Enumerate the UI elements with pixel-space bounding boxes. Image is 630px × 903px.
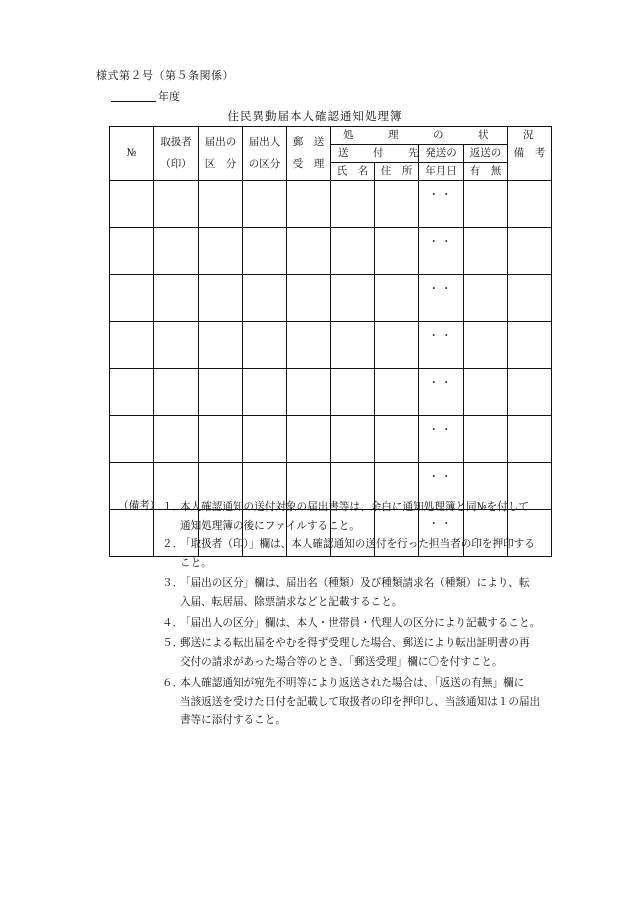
table-row — [110, 416, 552, 463]
cell-returned[interactable] — [464, 275, 508, 322]
cell-remarks[interactable] — [508, 322, 552, 369]
cell-sent-date[interactable]: ・・ — [419, 228, 464, 275]
cell-returned[interactable] — [464, 228, 508, 275]
cell-no[interactable] — [110, 275, 154, 322]
note-item: ３． 「届出の区分」欄は、届出名（種類）及び種類請求名（種類）により、転 入届、転居届、除票請求などと記載すること。 — [162, 577, 530, 608]
cell-name[interactable] — [331, 228, 375, 275]
col-header-sent-date-bottom: 年月日 — [419, 163, 464, 181]
cell-handler[interactable] — [154, 416, 199, 463]
page-title: 住民異動届本人確認通知処理簿 — [227, 109, 403, 123]
cell-notifier-type[interactable] — [243, 181, 287, 228]
cell-sent-date[interactable]: ・・ — [419, 369, 464, 416]
cell-address[interactable] — [375, 416, 419, 463]
cell-notifier-type[interactable] — [243, 416, 287, 463]
cell-remarks[interactable] — [508, 275, 552, 322]
cell-notifier-type[interactable] — [243, 228, 287, 275]
col-header-notifier-type: 届出人 の区分 — [243, 127, 287, 181]
cell-no[interactable] — [110, 228, 154, 275]
cell-mail-receipt[interactable] — [287, 369, 331, 416]
cell-sent-date[interactable]: ・・ — [419, 181, 464, 228]
table-row — [110, 369, 552, 416]
year-label: 年度 — [158, 90, 180, 103]
cell-sent-date[interactable]: ・・ — [419, 416, 464, 463]
cell-returned[interactable] — [464, 181, 508, 228]
cell-remarks[interactable] — [508, 181, 552, 228]
cell-remarks[interactable] — [508, 369, 552, 416]
note-item: ４． 「届出人の区分」欄は、本人・世帯員・代理人の区分により記載すること。 — [162, 617, 541, 629]
cell-name[interactable] — [331, 181, 375, 228]
note-item: ５． 郵送による転出届をやむを得ず受理した場合、郵送により転出証明書の再 交付の請求があった場合等のとき、「郵送受理」欄に〇を付すこと。 — [162, 637, 530, 668]
table-row — [110, 322, 552, 369]
col-header-no: № — [110, 127, 154, 181]
cell-returned[interactable] — [464, 416, 508, 463]
cell-notifier-type[interactable] — [243, 322, 287, 369]
cell-notification-type[interactable] — [199, 322, 243, 369]
cell-address[interactable] — [375, 275, 419, 322]
cell-no[interactable] — [110, 416, 154, 463]
col-header-name: 氏 名 — [331, 163, 375, 181]
table-row — [110, 228, 552, 275]
cell-name[interactable] — [331, 322, 375, 369]
year-blank-line — [111, 89, 156, 102]
cell-returned[interactable] — [464, 322, 508, 369]
cell-address[interactable] — [375, 181, 419, 228]
cell-no[interactable] — [110, 510, 154, 557]
col-header-notification-type: 届出の 区 分 — [199, 127, 243, 181]
cell-notification-type[interactable] — [199, 228, 243, 275]
cell-notification-type[interactable] — [199, 275, 243, 322]
cell-notification-type[interactable] — [199, 181, 243, 228]
cell-handler[interactable] — [154, 181, 199, 228]
cell-name[interactable] — [331, 275, 375, 322]
cell-sent-date[interactable]: ・・ — [419, 275, 464, 322]
cell-mail-receipt[interactable] — [287, 416, 331, 463]
cell-address[interactable] — [375, 369, 419, 416]
cell-name[interactable] — [331, 416, 375, 463]
notes-heading: （備考） — [118, 500, 161, 512]
cell-notifier-type[interactable] — [243, 369, 287, 416]
cell-address[interactable] — [375, 228, 419, 275]
cell-handler[interactable] — [154, 322, 199, 369]
cell-notifier-type[interactable] — [243, 275, 287, 322]
form-number: 様式第２号（第５条関係） — [96, 69, 234, 82]
cell-mail-receipt[interactable] — [287, 228, 331, 275]
col-header-mail-receipt: 郵 送 受 理 — [287, 127, 331, 181]
note-item: ２． 「取扱者（印）」欄は、本人確認通知の送付を行った担当者の印を押印する こと。 — [162, 538, 535, 569]
col-header-address: 住 所 — [375, 163, 419, 181]
cell-sent-date[interactable]: ・・ — [419, 463, 464, 510]
cell-handler[interactable] — [154, 369, 199, 416]
cell-no[interactable] — [110, 369, 154, 416]
cell-name[interactable] — [331, 369, 375, 416]
col-header-returned-bottom: 有 無 — [464, 163, 508, 181]
cell-remarks[interactable] — [508, 416, 552, 463]
col-header-handler: 取扱者 （印） — [154, 127, 199, 181]
cell-sent-date[interactable]: ・・ — [419, 322, 464, 369]
col-header-send-to: 送 付 先 — [331, 145, 419, 163]
cell-remarks[interactable] — [508, 228, 552, 275]
cell-no[interactable] — [110, 181, 154, 228]
cell-no[interactable] — [110, 322, 154, 369]
register-table — [109, 126, 552, 557]
cell-mail-receipt[interactable] — [287, 275, 331, 322]
cell-handler[interactable] — [154, 228, 199, 275]
table-row — [110, 275, 552, 322]
col-header-returned-top: 返送の — [464, 145, 508, 163]
table-row — [110, 181, 552, 228]
cell-returned[interactable] — [464, 369, 508, 416]
note-item: １． 本人確認通知の送付対象の届出書等は、余白に通知処理簿と同№を付して 通知処理簿の後にファイルすること。 — [162, 501, 530, 532]
cell-mail-receipt[interactable] — [287, 181, 331, 228]
cell-notification-type[interactable] — [199, 369, 243, 416]
note-item: ６． 本人確認通知が宛先不明等により返送された場合は、「返送の有無」欄に 当該返送を受けた日付を記載して取扱者の印を押印し、当該通知は１の届出 書等に添付すること。 — [162, 677, 541, 726]
cell-address[interactable] — [375, 322, 419, 369]
cell-handler[interactable] — [154, 275, 199, 322]
cell-sent-date[interactable]: ・・ — [419, 510, 464, 557]
col-header-sent-date-top: 発送の — [419, 145, 464, 163]
col-header-remarks: 備 考 — [508, 127, 552, 181]
cell-mail-receipt[interactable] — [287, 322, 331, 369]
cell-notification-type[interactable] — [199, 416, 243, 463]
col-header-processing-status: 処 理 の 状 況 — [331, 127, 508, 145]
